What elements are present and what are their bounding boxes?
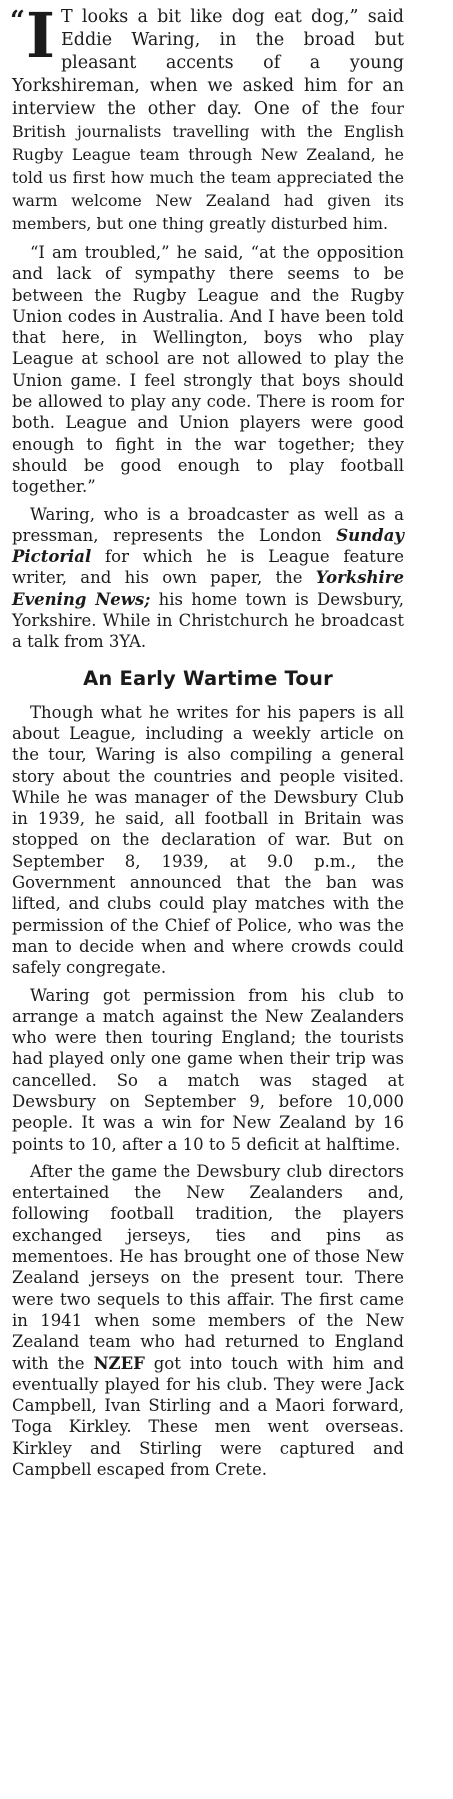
newspaper-name-yorkshire-evening-news: Yorkshire Evening News; — [12, 568, 404, 609]
drop-cap-letter: I — [25, 0, 55, 72]
paragraph-match: Waring got permission from his club to arrange a match against the New Zealanders who were then touring England; the tourists had played only one game when their trip was cancelled. So a match was staged at Dewsbury on September 9, before 10,000 people. It was a win for New Zealand by 16 points to 10, after a 10 to 5 deficit at halftime. — [12, 985, 404, 1154]
nzef-abbreviation: NZEF — [93, 1353, 145, 1373]
paragraph-mementoes — [12, 1161, 404, 1480]
text-segment: got into touch with him and eventually played for his club. They were Jack Campbell, Ivan Stirling and a Maori forward, Toga Kirkley. These men went overseas. Kirkley and Stirling were captured and Campbell escaped from Crete. — [12, 1353, 405, 1480]
text-segment: After the game the Dewsbury club directors entertained the New Zealanders and, following football tradition, the players exchanged jerseys, ties and pins as mementoes. He has brought one of those New Zealand jerseys on the present tour. There were two sequels to this affair. The first came in 1941 when some members of the New Zealand team who had returned to England with the — [12, 1161, 404, 1373]
paragraph-troubled: “I am troubled,” he said, “at the opposition and lack of sympathy there seems to be between the Rugby League and the Rugby Union codes in Australia. And I have been told that here, in Wellington, boys who play League at school are not allowed to play the Union game. I feel strongly that boys should be allowed to play any code. There is room for both. League and Union players were good enough to fight in the war together; they should be good enough to play football together.” — [12, 243, 404, 497]
text-segment: for which he is League feature writer, and his own paper, the — [12, 547, 404, 588]
paragraph-broadcaster — [12, 504, 404, 653]
article — [10, 0, 405, 1486]
opening-text-small: four British journalists travelling with the English Rugby League team through New Zealand, he told us first how much the team appreciated the warm welcome New Zealand had given its members, but one thing greatly disturbed him. — [12, 99, 404, 233]
newspaper-name-sunday-pictorial: Sunday Pictorial — [12, 525, 404, 567]
paragraph-wartime: Though what he writes for his papers is all about League, including a weekly article on the tour, Waring is also compiling a general story about the countries and people visited. While he was manager of the Dewsbury Club in 1939, he said, all football in Britain was stopped on the declaration of war. But on September 8, 1939, at 9.0 p.m., the Government announced that the ban was lifted, and clubs could play matches with the permission of the Chief of Police, who was the man to decide when and where crowds could safely congregate. — [12, 702, 404, 978]
opening-quote-mark: “ — [10, 6, 25, 36]
opening-paragraph — [10, 0, 404, 236]
text-segment: his home town is Dewsbury, Yorkshire. While in Christchurch he broadcast a talk from 3YA. — [12, 589, 404, 652]
drop-cap — [10, 0, 55, 72]
section-subheading: An Early Wartime Tour — [83, 666, 333, 690]
text-segment: Waring, who is a broadcaster as well as a pressman, represents the London — [12, 504, 404, 545]
opening-text-large: T looks a bit like dog eat dog,” said Eddie Waring, in the broad but pleasant accents of a young Yorkshireman, when we asked him for an interview the other day. One of the — [12, 7, 404, 119]
